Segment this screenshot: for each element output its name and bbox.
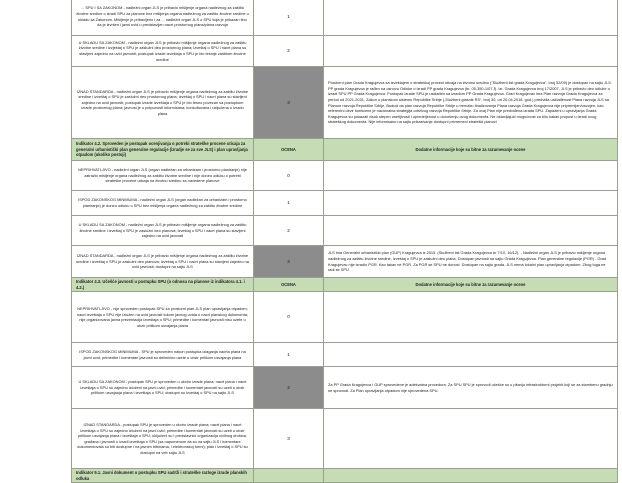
additional-info-cell xyxy=(324,0,618,36)
criteria-row xyxy=(72,36,618,67)
criterion-description: IZNAD STANDARDA - nadležni organ JLS je pribavio mišljenje organa nadležnog za zaštitu životne sredine i izveštaj o SPU je zaslužni deo prostornog plana; izveštaj o SPU i nacrt plana su stavljeni zajedno na uvid javnosti; postupak izrade izveštaja o SPU je bio tesno povezan sa postupkom izrade prostornog plana; javnost je u potpunosti informisana; konsultovana i uključena u izradu plana xyxy=(72,67,254,139)
assessment-table xyxy=(71,0,618,483)
indicator-title: Indikator 5.1. Javni dokument o postupku SPU sadrži i strateške razloge izrade planskih odluka xyxy=(72,469,254,483)
criterion-description: ISPOD ZAKONSKOG MINIMUMA - SPU je sproveden nakon postupka izlaganja nacrta plana na javni uvid; primedbe i komentari javnosti su delimično uzete u obzir prilikom usvajanja plana xyxy=(72,343,254,367)
info-column-header: Dodatne informacije koje su bitne za razumevanje ocene xyxy=(324,278,618,292)
criterion-description: IZNAD STANDARDA - nadležni organ JLS je pribavio mišljenje organa nadležnog za zaštitu životne sredine i izveštaj o SPU je zaslužni deo planova; izveštaj o SPU i nacrt plana su stavljeni zajedno na uvid javnosti; dostupni na sajtu JLS xyxy=(72,246,254,278)
additional-info-cell: Za PP Grada Kragujevca i GUP sprovedene je adekvatna procedura. Za SPU SPU je sprovodi učešće su u pitanju infrastrukturni projekti koji se za stambenu gradnju ne sprovodi. Za Plan upravljanja otpadom nije sprovedena SPU. xyxy=(324,367,618,409)
score-cell: 1 xyxy=(254,191,324,216)
score-cell: 3 xyxy=(254,409,324,469)
criterion-description: IZNAD STANDARDA - postupak SPU je sproveden u okviru izrade plana; nacrt plana i nacrt izveštaja o SPU su zajedno izloženi na javni uvid; primedbe i komentari javnosti su uzeti u obzir prilikom usvajanja plana i izveštaja o SPU; uključeni su i predstavnici organizacija civilnog društva, građana i javnosti u izradi izveštaja o SPU (sa napomenom da su na sajtu JLS i komentare dokumentovala su biti dostupne i na javnim tribinama, i elektronskoj formi); plan i izveštaj o SPU su dostupni na veb sajtu JLS xyxy=(72,409,254,469)
score-column-header: OCENA xyxy=(254,139,324,161)
indicator-title: Indikator 4.2. Sproveden je postupak ocenjivanja o potrebi strateške procene uticaja za generalni urbanistički plan generalne regulacije (izradje se za sve JLS) i plan upravljanja otpadom (ukoliko postoji) xyxy=(72,139,254,161)
criterion-description: NEPRIHVATLJIVO - nije sproveden postupak SPU za prostorni plan JLS plan upravljanja otpadom; nacrt izveštaja o SPU nije izložen na uvid javnosti tokom javnog uvida u nacrt planskog dokumenta; nije organizovana javna prezentacija izveštaja o SPU; primedbe i komentari javnosti nisu uzete u obzir prilikom usvajanja plana xyxy=(72,292,254,343)
criterion-description: U SKLADU SA ZAKONOM - nadležni organ JLS je pribavio mišljenje organa nadležnog za zaštitu životne sredine i izvještaj o SPU je zaslužni deo prostornog plana; izveštaj o SPU i nacrt plana su stavljeni zajedno na uvid javnosti; postupak izrade izveštaja o SPU je bio tesnije zaštitom životne sredine xyxy=(72,36,254,67)
additional-info-cell xyxy=(324,191,618,216)
indicator-header-row xyxy=(72,278,618,292)
indicator-header-row xyxy=(72,139,618,161)
criteria-row xyxy=(72,67,618,139)
criteria-row xyxy=(72,343,618,367)
criteria-row xyxy=(72,367,618,409)
additional-info-cell xyxy=(324,161,618,191)
score-column-header: OCENA xyxy=(254,278,324,292)
criterion-description: ISPOD ZAKONSKOG MINIMUMA - nadležni organ JLS (organ nadležan za urbanizam i prostorno planiranje) je doneo odluku o SPU bez mišljenja organa nadležnog za zaštitu životne sredine xyxy=(72,191,254,216)
score-column-header xyxy=(254,469,324,483)
score-cell: 0 xyxy=(254,161,324,191)
additional-info-cell xyxy=(324,409,618,469)
info-column-header xyxy=(324,469,618,483)
criteria-row xyxy=(72,191,618,216)
additional-info-cell xyxy=(324,216,618,246)
criterion-description: ... SPU I SA ZAKONOM - nadležni organ JLS je pribavio mišljenje organa nadležnog za zaštitu životne sredine o izradi SPU za planove bez mišljenja organa nadležnog za zaštitu životne sredine u skladu sa Zakonom. Mišljenje je pribavljeno i za ... nadležni organ JLS o SPU koja je prikazan tiho da je izvršen i javni uvid u predstavljen nacrt prostornog plana/plana razvoja xyxy=(72,0,254,36)
score-cell: 2 xyxy=(254,216,324,246)
criterion-description: NEPRIHVATLJIVO - nadležni organ JLS (organ nadležan za urbanizam i prostorno planiranje) nije zatražio mišljenje organa nadležnog za zaštitu životne sredine i nije doneo odluku o potrebi strateške procene uticaja na životnu sredinu za navedene planove xyxy=(72,161,254,191)
score-cell: 2 xyxy=(254,36,324,67)
criteria-row xyxy=(72,216,618,246)
additional-info-cell xyxy=(324,36,618,67)
score-cell: 3 xyxy=(254,67,324,139)
criteria-row xyxy=(72,0,618,36)
criteria-row xyxy=(72,292,618,343)
info-column-header: Dodatne informacije koje su bitne za razumevanje ocene xyxy=(324,139,618,161)
assessment-table-body xyxy=(72,0,618,483)
criteria-row xyxy=(72,246,618,278)
score-cell: 1 xyxy=(254,343,324,367)
additional-info-cell: Prostorni plan Grada Kragujevca sa izveštajem o strateškoj proceni uticaja na životnu sredinu ("Službeni list grada Kragujevca", broj 52/09) je dostupan na sajtu JLS. PP grada Kragujevca je rađen na osnovu Odluke o izradi PP grada Kragujevca (br. 05-350-1/07-Ⅰ). Izr. Grada Kragujevca broj 17/2007, JLS je pribavio deo odluke o izradi SPU PP Grada Kragujevca. Postupak izrade SPU je usklađen sa izradom PP Grada Kragujevca. Grad Kragujevac ima Plan razvoja Grada Kragujevca za period od 2021-2031. Zakon o planskom sistemu Republike Srbije („Službeni glasnik RS“, broj 30, od 20.04.2018. god.) predviđa usklađenost Plana razvoja JLS sa Planom razvoja Republike Srbije. Budući da plan razvoja Republike Srbije u trenutku finalizovanja Plana razvoja Grada Kragujevca nije pripremljen/usvojen, kao referentni okvir korišćene je nacionalna strategija održivog razvoja Republike Srbije. Za ovaj Plan nije predviđena izrada SPU. Zapaženi u upravljanja Grada Kragujevca su pokazali visok stepen osetljivosti i opredeljenost u donošenju ovog dokumenta. Ne ostavljajući mogućnost za bilo kakav propust u izradi ovog strateškog dokumenta. Nije informisano na sajtu prikazivanje dostupni privremeni strateški planovi xyxy=(324,67,618,139)
score-cell: 2 xyxy=(254,367,324,409)
criterion-description: U SKLADU SA ZAKONOM - nadležni organ JLS je pribavio mišljenje organa nadležnog za zaštitu životne sredine i izveštaj o SPU je zaslužni deo planova; izveštaj o SPU i nacrt plana su stavljeni zajedno na uvid javnosti xyxy=(72,216,254,246)
criterion-description: U SKLADU SA ZAKONOM - postupak SPU je sproveden u okviru izrade plana; nacrt plana i nacrt izveštaja o SPU su zajedno izloženi na javni uvid; primedbe i komentari javnosti su uzeti u obzir prilikom usvajanja plana i izveštaja o SPU; dostupni su izveštaj o SPU na sajtu JLS xyxy=(72,367,254,409)
additional-info-cell xyxy=(324,343,618,367)
indicator-title: Indikator 4.3. Učešće javnosti u postupku SPU (o odnosu na planove iz indikatora 4.1. i 4.2.) xyxy=(72,278,254,292)
indicator-header-row xyxy=(72,469,618,483)
criteria-row xyxy=(72,409,618,469)
additional-info-cell xyxy=(324,292,618,343)
spreadsheet-sheet xyxy=(71,0,617,483)
score-cell: 1 xyxy=(254,0,324,36)
score-cell: 0 xyxy=(254,292,324,343)
additional-info-cell: JLS ima Generalni urbanistički plan (GUP) Kragujevca iz 2015. (Službeni list Grada Kragujevca br 7/10, 16/12). - Nadležni organ JLS je pribavio mišljenje organa nadležnog za zaštitu životne sredine, izveštaj o SPU je zaslužni deo plana. Dostupan javnosti na sajtu Grada Kragujevca. Plan generalne regulacije (PGR) - Grad Kragujevac nije izradio PGR. Kao takav ne PGR. Za PGR se SPU ne donosi. Dostupan na sajtu grada. JLS nema lokalni plan upravljanja otpadom. Zbog toga ne radi se SPU. xyxy=(324,246,618,278)
criteria-row xyxy=(72,161,618,191)
score-cell: 3 xyxy=(254,246,324,278)
